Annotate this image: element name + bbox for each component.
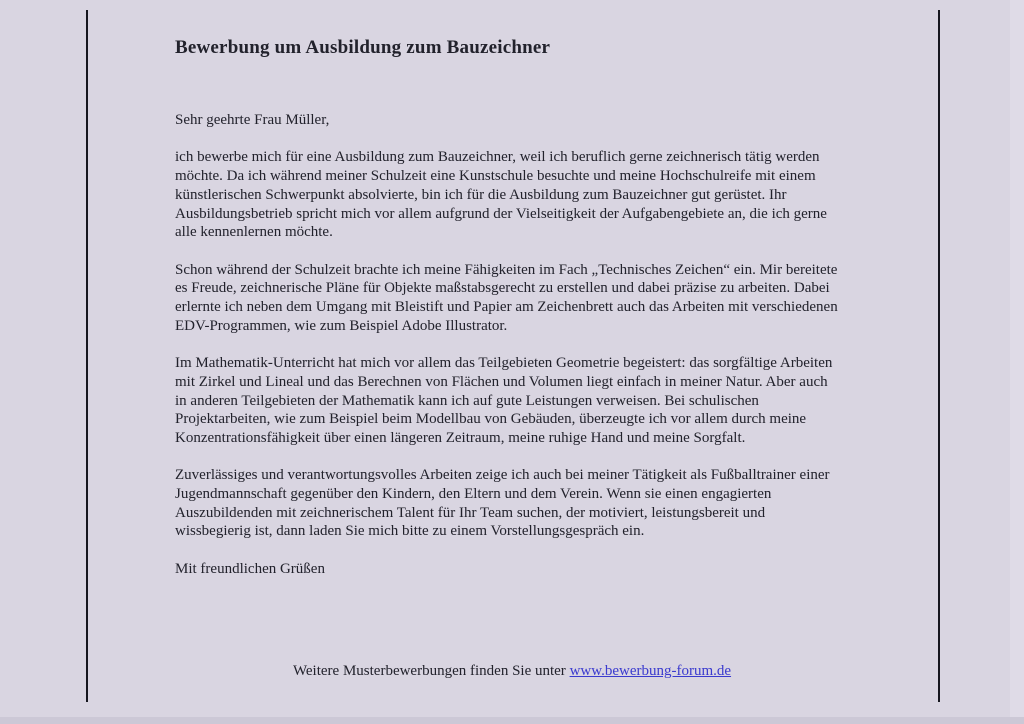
paragraph-motivation: ich bewerbe mich für eine Ausbildung zum Bauzeichner, weil ich beruflich gerne zeichnerisch tätig werden möchte. Da ich während meiner Schulzeit eine Kunstschule besuchte und meine Hochschulreife mit einem künstlerischen Schwerpunkt absolvierte, bin ich für die Ausbildung zum Bauzeichner gut gerüstet. Ihr Ausbildungsbetrieb spricht mich vor allem aufgrund der Vielseitigkeit der Aufgabengebiete an, die ich gerne alle kennenlernen möchte.	[175, 149, 827, 241]
bewerbung-forum-link[interactable]: www.bewerbung-forum.de	[569, 663, 732, 679]
letter-title: Bewerbung um Ausbildung zum Bauzeichner	[175, 37, 551, 58]
right-margin-rule	[938, 10, 940, 702]
paragraph-reliability: Zuverlässiges und verantwortungsvolles Arbeiten zeige ich auch bei meiner Tätigkeit als Fußballtrainer einer Jugendmannschaft gegenüber den Kindern, den Eltern und dem Verein. Wenn sie einen engagierten Auszubildenden mit zeichnerischem Talent für Ihr Team suchen, der motiviert, leistungsbereit und wissbegierig ist, dann laden Sie mich bitte zu einem Vorstellungsgespräch ein.	[175, 467, 830, 540]
paragraph-technical-drawing: Schon während der Schulzeit brachte ich meine Fähigkeiten im Fach „Technisches Zeichen“ ein. Mir bereitete es Freude, zeichnerische Pläne für Objekte maßstabsgerecht zu erstellen und dabei präzise zu arbeiten. Dabei erlernte ich neben dem Umgang mit Bleistift und Papier am Zeichenbrett auch das Arbeiten mit verschiedenen EDV-Programmen, wie zum Beispiel Adobe Illustrator.	[175, 261, 838, 334]
letter-body	[175, 36, 840, 597]
footer-text: Weitere Musterbewerbungen finden Sie unter	[292, 663, 570, 679]
paragraph-mathematics: Im Mathematik-Unterricht hat mich vor allem das Teilgebieten Geometrie begeistert: das sorgfältige Arbeiten mit Zirkel und Lineal und das Berechnen von Flächen und Volumen liegt einfach in meiner Natur. Aber auch in anderen Teilgebieten der Mathematik kann ich auf gute Leistungen verweisen. Bei schulischen Projektarbeiten, wie zum Beispiel beim Modellbau von Gebäuden, überzeugte ich vor allem durch meine Konzentrationsfähigkeit über einen längeren Zeitraum, meine ruhige Hand und meine Sorgfalt.	[175, 355, 833, 446]
closing-phrase: Mit freundlichen Grüßen	[175, 560, 325, 577]
salutation: Sehr geehrte Frau Müller,	[175, 112, 330, 128]
footer-note	[0, 662, 1024, 681]
left-margin-rule	[86, 10, 88, 702]
